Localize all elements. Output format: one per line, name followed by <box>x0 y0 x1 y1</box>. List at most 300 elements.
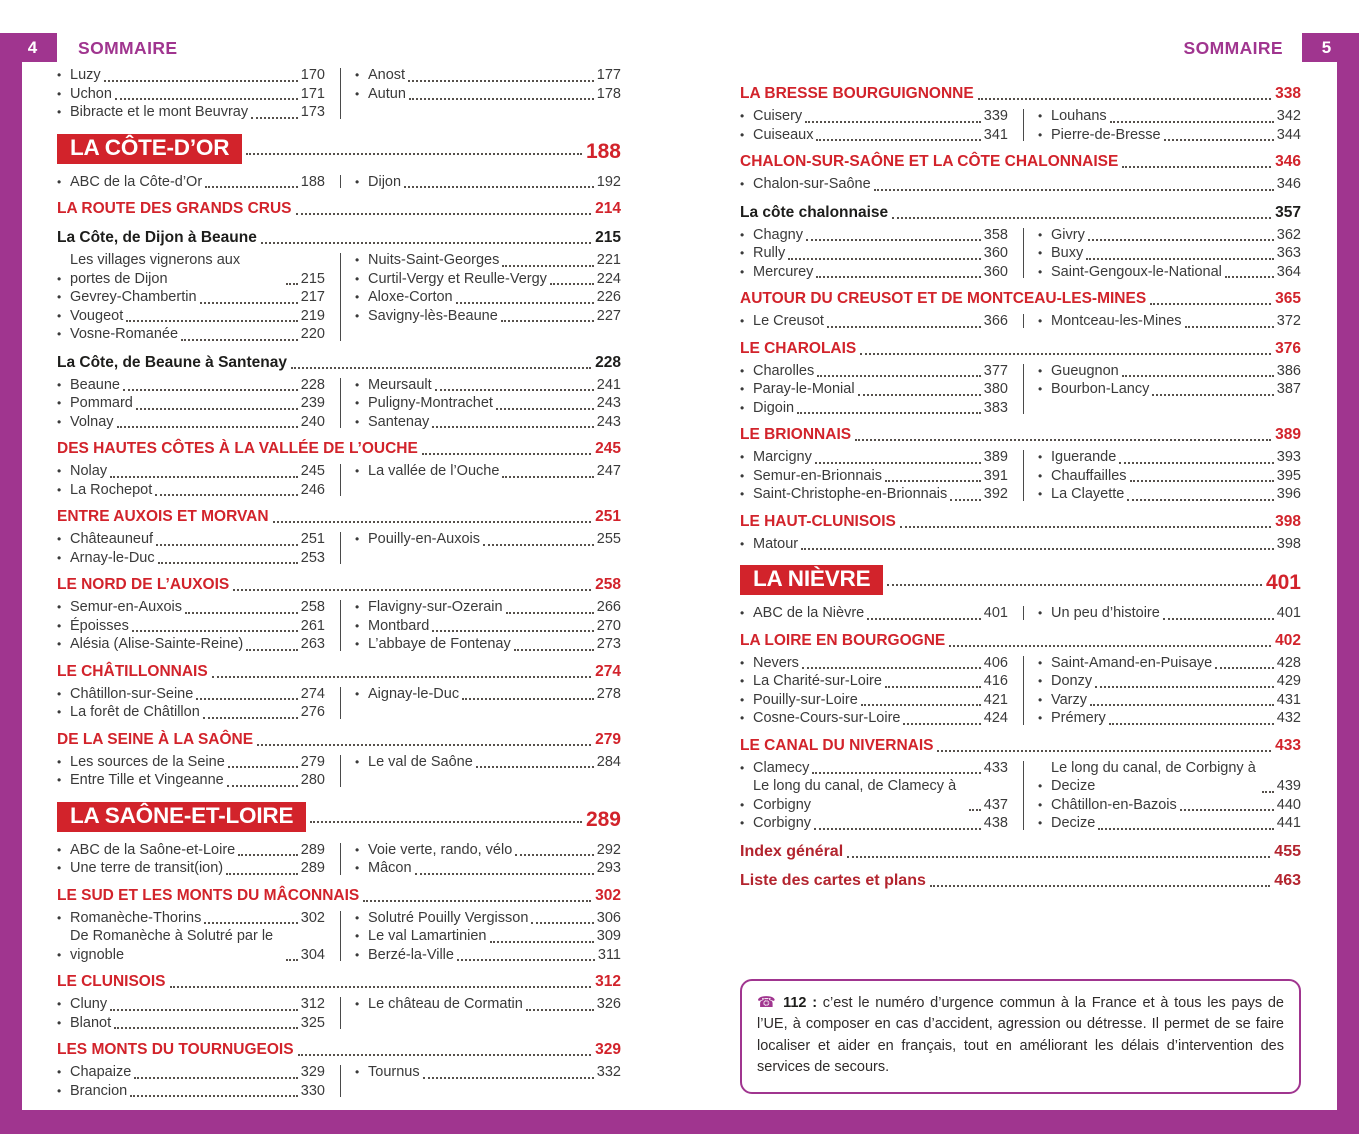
entry-page: 440 <box>1276 796 1301 813</box>
entry-page: 289 <box>300 841 325 858</box>
dot-leader <box>1119 462 1273 464</box>
toc-entry <box>740 380 1008 399</box>
entry-page: 401 <box>1276 605 1301 621</box>
bullet-icon: • <box>355 600 360 614</box>
toc-entry <box>740 691 1008 710</box>
section-page: 215 <box>595 229 621 246</box>
entry-page: 243 <box>596 395 621 411</box>
bullet-icon: • <box>57 773 62 787</box>
toc-column <box>740 535 1301 554</box>
bullet-icon: • <box>57 1015 62 1030</box>
toc-column <box>740 175 1301 194</box>
bullet-icon: • <box>740 674 745 688</box>
entry-title: Semur-en-Brionnais <box>753 467 882 484</box>
dot-leader <box>490 941 594 943</box>
toc-column <box>57 376 341 432</box>
entry-page: 278 <box>596 685 621 702</box>
toc-entry <box>1038 226 1301 245</box>
dot-leader <box>817 375 981 377</box>
entry-page: 306 <box>596 909 621 926</box>
toc-group <box>740 226 1301 282</box>
toc-column <box>57 66 341 122</box>
dot-leader <box>104 80 298 82</box>
toc-entry <box>57 413 325 432</box>
toc-entry <box>1038 485 1301 504</box>
entry-page: 177 <box>596 67 621 83</box>
entry-title: Nolay <box>70 463 108 479</box>
entry-title: Chauffailles <box>1051 467 1127 484</box>
entry-page: 421 <box>983 691 1008 708</box>
entry-title: Arnay-le-Duc <box>70 549 155 566</box>
bullet-icon: • <box>740 711 745 725</box>
toc-group <box>57 753 621 790</box>
dot-leader <box>847 856 1270 858</box>
dot-leader <box>115 98 298 100</box>
dot-leader <box>949 645 1271 647</box>
bullet-icon: • <box>1038 468 1043 483</box>
dot-leader <box>296 213 592 215</box>
dot-leader <box>506 612 594 614</box>
entry-page: 171 <box>300 85 325 102</box>
toc-chapter <box>57 575 621 595</box>
entry-title: ABC de la Côte-d’Or <box>70 173 203 190</box>
section-page: 245 <box>595 440 621 457</box>
entry-page: 386 <box>1276 362 1301 379</box>
entry-title: Chapaize <box>70 1064 132 1080</box>
entry-page: 276 <box>300 704 325 720</box>
dot-leader <box>1110 121 1274 123</box>
bullet-icon: • <box>1038 487 1043 501</box>
dot-leader <box>205 186 298 188</box>
dot-leader <box>363 900 591 902</box>
entry-page: 325 <box>300 1014 325 1031</box>
dot-leader <box>1086 258 1274 260</box>
bullet-icon: • <box>740 127 745 142</box>
bullet-icon: • <box>57 271 62 286</box>
entry-title: Le château de Cormatin <box>368 996 523 1012</box>
toc-sub <box>740 203 1301 223</box>
section-title: LE NORD DE L’AUXOIS <box>57 576 230 593</box>
toc-column <box>1024 654 1301 728</box>
entry-page: 251 <box>300 531 325 547</box>
entry-title: Vougeot <box>70 307 124 324</box>
toc-entry <box>740 244 1008 263</box>
toc-entry <box>355 66 621 85</box>
section-page: 274 <box>595 662 621 680</box>
toc-entry <box>1038 814 1301 833</box>
toc-entry <box>355 530 621 549</box>
bullet-icon: • <box>1038 127 1043 142</box>
entry-title: Iguerande <box>1051 449 1117 465</box>
entry-title: Saint-Christophe-en-Brionnais <box>753 486 948 502</box>
entry-title: Buxy <box>1051 245 1084 261</box>
toc-column <box>740 604 1024 623</box>
entry-page: 441 <box>1276 815 1301 831</box>
toc-column <box>740 362 1024 418</box>
entry-title: Solutré Pouilly Vergisson <box>368 909 529 926</box>
entry-page: 270 <box>596 617 621 634</box>
entry-page: 192 <box>596 173 621 190</box>
toc-entry <box>57 251 325 288</box>
dot-leader <box>251 117 298 119</box>
toc-entry <box>740 448 1008 467</box>
dot-leader <box>130 1095 298 1097</box>
entry-title: Pierre-de-Bresse <box>1051 126 1161 143</box>
dot-leader <box>827 326 981 328</box>
toc-entry <box>57 909 325 928</box>
entry-page: 215 <box>300 270 325 287</box>
toc-column <box>57 530 341 567</box>
entry-page: 280 <box>300 772 325 788</box>
entry-page: 188 <box>300 173 325 190</box>
toc-part <box>57 802 621 832</box>
entry-title: Marcigny <box>753 449 812 465</box>
dot-leader <box>432 426 594 428</box>
dot-leader <box>861 704 981 706</box>
entry-title: La Rochepot <box>70 481 153 498</box>
toc-entry <box>57 1063 325 1082</box>
bullet-icon: • <box>57 308 62 323</box>
entry-title: Montceau-les-Mines <box>1051 313 1182 329</box>
toc-part <box>57 134 621 164</box>
section-title: LES MONTS DU TOURNUGEOIS <box>57 1041 294 1058</box>
right-edge-bar <box>1337 33 1359 1134</box>
entry-page: 439 <box>1276 778 1301 794</box>
dot-leader <box>432 630 594 632</box>
entry-title: L’abbaye de Fontenay <box>368 636 511 652</box>
dot-leader <box>950 499 981 501</box>
dot-leader <box>408 80 594 82</box>
toc-column <box>1024 226 1301 282</box>
toc-chapter <box>57 972 621 992</box>
emergency-number-label: 112 : <box>777 994 823 1011</box>
bullet-icon: • <box>1038 382 1043 396</box>
dot-leader <box>885 480 981 482</box>
toc-entry <box>355 376 621 395</box>
toc-column <box>740 107 1024 144</box>
toc-entry <box>57 288 325 307</box>
entry-page: 428 <box>1276 654 1301 671</box>
toc-entry <box>57 617 325 636</box>
entry-title: Nuits-Saint-Georges <box>368 252 500 268</box>
toc-sub <box>57 228 621 248</box>
toc-entry <box>355 617 621 636</box>
dot-leader <box>1127 499 1273 501</box>
dot-leader <box>814 828 981 830</box>
dot-leader <box>257 744 591 746</box>
bullet-icon: • <box>1038 264 1043 279</box>
entry-page: 438 <box>983 815 1008 831</box>
entry-title: Romanèche-Thorins <box>70 909 202 926</box>
dot-leader <box>409 98 594 100</box>
toc-entry <box>740 126 1008 145</box>
bullet-icon: • <box>57 396 62 410</box>
bullet-icon: • <box>740 797 745 812</box>
toc-column <box>740 226 1024 282</box>
dot-leader <box>1098 828 1273 830</box>
entry-title: Matour <box>753 535 799 552</box>
entry-page: 326 <box>596 996 621 1012</box>
entry-title: Châteauneuf <box>70 531 154 547</box>
section-title: Index général <box>740 842 844 860</box>
entry-page: 330 <box>300 1082 325 1099</box>
dot-leader <box>867 618 981 620</box>
bullet-icon: • <box>355 842 360 857</box>
toc-entry <box>1038 672 1301 691</box>
entry-page: 393 <box>1276 449 1301 465</box>
toc-column <box>57 909 341 965</box>
toc-part <box>740 565 1301 595</box>
entry-page: 392 <box>983 486 1008 502</box>
section-page: 398 <box>1275 512 1301 530</box>
dot-leader <box>892 217 1271 219</box>
entry-page: 293 <box>596 860 621 876</box>
bullet-icon: • <box>57 414 62 429</box>
entry-page: 243 <box>596 413 621 430</box>
entry-page: 312 <box>300 996 325 1012</box>
entry-title: Bourbon-Lancy <box>1051 381 1150 397</box>
bullet-icon: • <box>740 363 745 378</box>
section-page: 228 <box>595 353 621 371</box>
bullet-icon: • <box>355 532 360 546</box>
section-title: AUTOUR DU CREUSOT ET DE MONTCEAU-LES-MINES <box>740 290 1147 307</box>
entry-title: Luzy <box>70 67 101 83</box>
section-page: 346 <box>1275 153 1301 170</box>
section-title: LE CLUNISOIS <box>57 973 166 990</box>
section-page: 329 <box>595 1041 621 1058</box>
dot-leader <box>126 320 298 322</box>
bullet-icon: • <box>355 86 360 101</box>
entry-title: ABC de la Nièvre <box>753 605 865 621</box>
toc-chapter <box>57 507 621 527</box>
dot-leader <box>501 320 594 322</box>
bullet-icon: • <box>740 264 745 279</box>
toc-entry <box>1038 604 1301 623</box>
section-page: 279 <box>595 730 621 748</box>
dot-leader <box>114 1027 298 1029</box>
dot-leader <box>435 389 594 391</box>
toc-chapter <box>740 512 1301 532</box>
entry-title: Rully <box>753 245 786 261</box>
bullet-icon: • <box>355 290 360 304</box>
dot-leader <box>860 353 1271 355</box>
toc-entry <box>57 598 325 617</box>
header-sommaire-right: SOMMAIRE <box>1183 38 1283 58</box>
dot-leader <box>1185 326 1274 328</box>
entry-title: Tournus <box>368 1064 420 1080</box>
dot-leader <box>415 873 594 875</box>
toc-column <box>341 753 621 790</box>
entry-title: Berzé-la-Ville <box>368 946 454 963</box>
bullet-icon: • <box>355 68 360 82</box>
section-title: LE SUD ET LES MONTS DU MÂCONNAIS <box>57 886 360 904</box>
bullet-icon: • <box>740 655 745 670</box>
entry-page: 363 <box>1276 245 1301 261</box>
bullet-icon: • <box>1038 363 1043 378</box>
dot-leader <box>476 766 594 768</box>
toc-group <box>57 841 621 878</box>
toc-entry <box>740 535 1301 554</box>
entry-page: 273 <box>596 636 621 652</box>
toc-entry <box>1038 467 1301 486</box>
bullet-icon: • <box>740 400 745 415</box>
bullet-icon: • <box>57 105 62 119</box>
entry-page: 224 <box>596 270 621 287</box>
toc-entry <box>355 685 621 704</box>
toc-entry <box>57 635 325 654</box>
toc-column <box>1024 604 1301 623</box>
toc-group <box>57 1063 621 1100</box>
toc-chapter <box>740 152 1301 172</box>
entry-page: 304 <box>300 946 325 963</box>
toc-chapter <box>57 662 621 682</box>
bullet-icon: • <box>57 532 62 546</box>
entry-page: 416 <box>983 673 1008 689</box>
bullet-icon: • <box>740 468 745 483</box>
toc-group <box>740 448 1301 504</box>
bullet-icon: • <box>1038 797 1043 812</box>
entry-page: 358 <box>983 226 1008 243</box>
bullet-icon: • <box>740 536 745 551</box>
entry-title: Vosne-Romanée <box>70 326 179 342</box>
entry-title: Mâcon <box>368 860 412 876</box>
dot-leader <box>1163 618 1274 620</box>
toc-column <box>57 1063 341 1100</box>
section-page: 401 <box>1265 571 1301 594</box>
toc-entry <box>57 66 325 85</box>
toc-entry <box>355 173 621 192</box>
entry-title: Givry <box>1051 226 1085 243</box>
entry-title: Cuisery <box>753 108 803 124</box>
entry-page: 240 <box>300 413 325 430</box>
toc-entry <box>355 753 621 772</box>
entry-title: Semur-en-Auxois <box>70 599 183 615</box>
dot-leader <box>404 186 594 188</box>
entry-page: 406 <box>983 654 1008 671</box>
section-title: LA ROUTE DES GRANDS CRUS <box>57 200 292 217</box>
toc-group <box>57 173 621 192</box>
right-page <box>740 84 1301 1094</box>
section-page: 258 <box>595 576 621 593</box>
bullet-icon: • <box>57 1065 62 1079</box>
section-page: 214 <box>595 200 621 217</box>
entry-page: 366 <box>983 313 1008 329</box>
toc-entry <box>1038 126 1301 145</box>
entry-title: Chalon-sur-Saône <box>753 176 871 192</box>
entry-page: 344 <box>1276 126 1301 143</box>
bullet-icon: • <box>740 314 745 328</box>
bullet-icon: • <box>57 68 62 82</box>
dot-leader <box>1088 239 1274 241</box>
toc-entry <box>57 927 325 964</box>
entry-page: 424 <box>983 710 1008 726</box>
dot-leader <box>815 462 981 464</box>
dot-leader <box>969 809 981 811</box>
entry-page: 178 <box>596 85 621 102</box>
dot-leader <box>797 412 981 414</box>
toc-column <box>341 995 621 1032</box>
dot-leader <box>1090 704 1274 706</box>
toc-column <box>740 759 1024 833</box>
toc-entry <box>1038 312 1301 331</box>
bullet-icon: • <box>740 606 745 620</box>
entry-title: Curtil-Vergy et Reulle-Vergy <box>368 270 547 287</box>
entry-title: Varzy <box>1051 691 1087 708</box>
section-page: 357 <box>1275 203 1301 221</box>
dot-leader <box>903 723 980 725</box>
left-edge-bar <box>0 33 22 1134</box>
toc-entry <box>57 771 325 790</box>
bullet-icon: • <box>57 464 62 478</box>
toc-entry <box>740 759 1008 778</box>
toc-entry <box>355 859 621 878</box>
entry-title: Châtillon-sur-Seine <box>70 685 194 702</box>
dot-leader <box>298 1054 592 1056</box>
entry-page: 398 <box>1276 535 1301 552</box>
toc-entry <box>57 549 325 568</box>
entry-page: 263 <box>300 636 325 652</box>
bullet-icon: • <box>1038 314 1043 328</box>
dot-leader <box>181 339 298 341</box>
section-title: LA NIÈVRE <box>740 565 883 595</box>
toc-entry <box>355 413 621 432</box>
bullet-icon: • <box>355 947 360 962</box>
dot-leader <box>550 283 594 285</box>
entry-page: 433 <box>983 759 1008 776</box>
header-sommaire-left: SOMMAIRE <box>78 38 178 58</box>
toc-entry <box>740 777 1008 814</box>
toc-entry <box>355 462 621 481</box>
toc-entry <box>57 841 325 860</box>
entry-page: 220 <box>300 326 325 342</box>
toc-entry <box>1038 263 1301 282</box>
dot-leader <box>1152 394 1273 396</box>
dot-leader <box>816 276 980 278</box>
dot-leader <box>273 521 592 523</box>
entry-title: Bibracte et le mont Beuvray <box>70 104 249 120</box>
toc-group <box>57 462 621 499</box>
toc-entry <box>57 325 325 344</box>
bullet-icon: • <box>355 929 360 943</box>
entry-page: 401 <box>983 605 1008 621</box>
bullet-icon: • <box>57 1083 62 1098</box>
entry-title: Pommard <box>70 395 133 411</box>
entry-page: 279 <box>300 753 325 770</box>
entry-page: 226 <box>596 289 621 305</box>
toc-entry <box>355 251 621 270</box>
dot-leader <box>110 1009 298 1011</box>
toc-entry <box>57 85 325 104</box>
entry-title: Corbigny <box>753 815 812 831</box>
toc-group <box>57 251 621 344</box>
bullet-icon: • <box>1038 227 1043 242</box>
section-page: 251 <box>595 508 621 525</box>
dot-leader <box>502 265 593 267</box>
entry-page: 239 <box>300 395 325 411</box>
toc-entry <box>57 703 325 722</box>
toc-column <box>341 598 621 654</box>
dot-leader <box>812 772 980 774</box>
dot-leader <box>156 544 298 546</box>
dot-leader <box>1130 480 1274 482</box>
bullet-icon: • <box>57 910 62 925</box>
entry-title: Les villages vignerons aux portes de Dijon <box>70 252 241 287</box>
toc-column <box>1024 107 1301 144</box>
bullet-icon: • <box>57 550 62 565</box>
toc-column <box>57 251 341 344</box>
bullet-icon: • <box>57 482 62 497</box>
entry-page: 255 <box>596 531 621 547</box>
